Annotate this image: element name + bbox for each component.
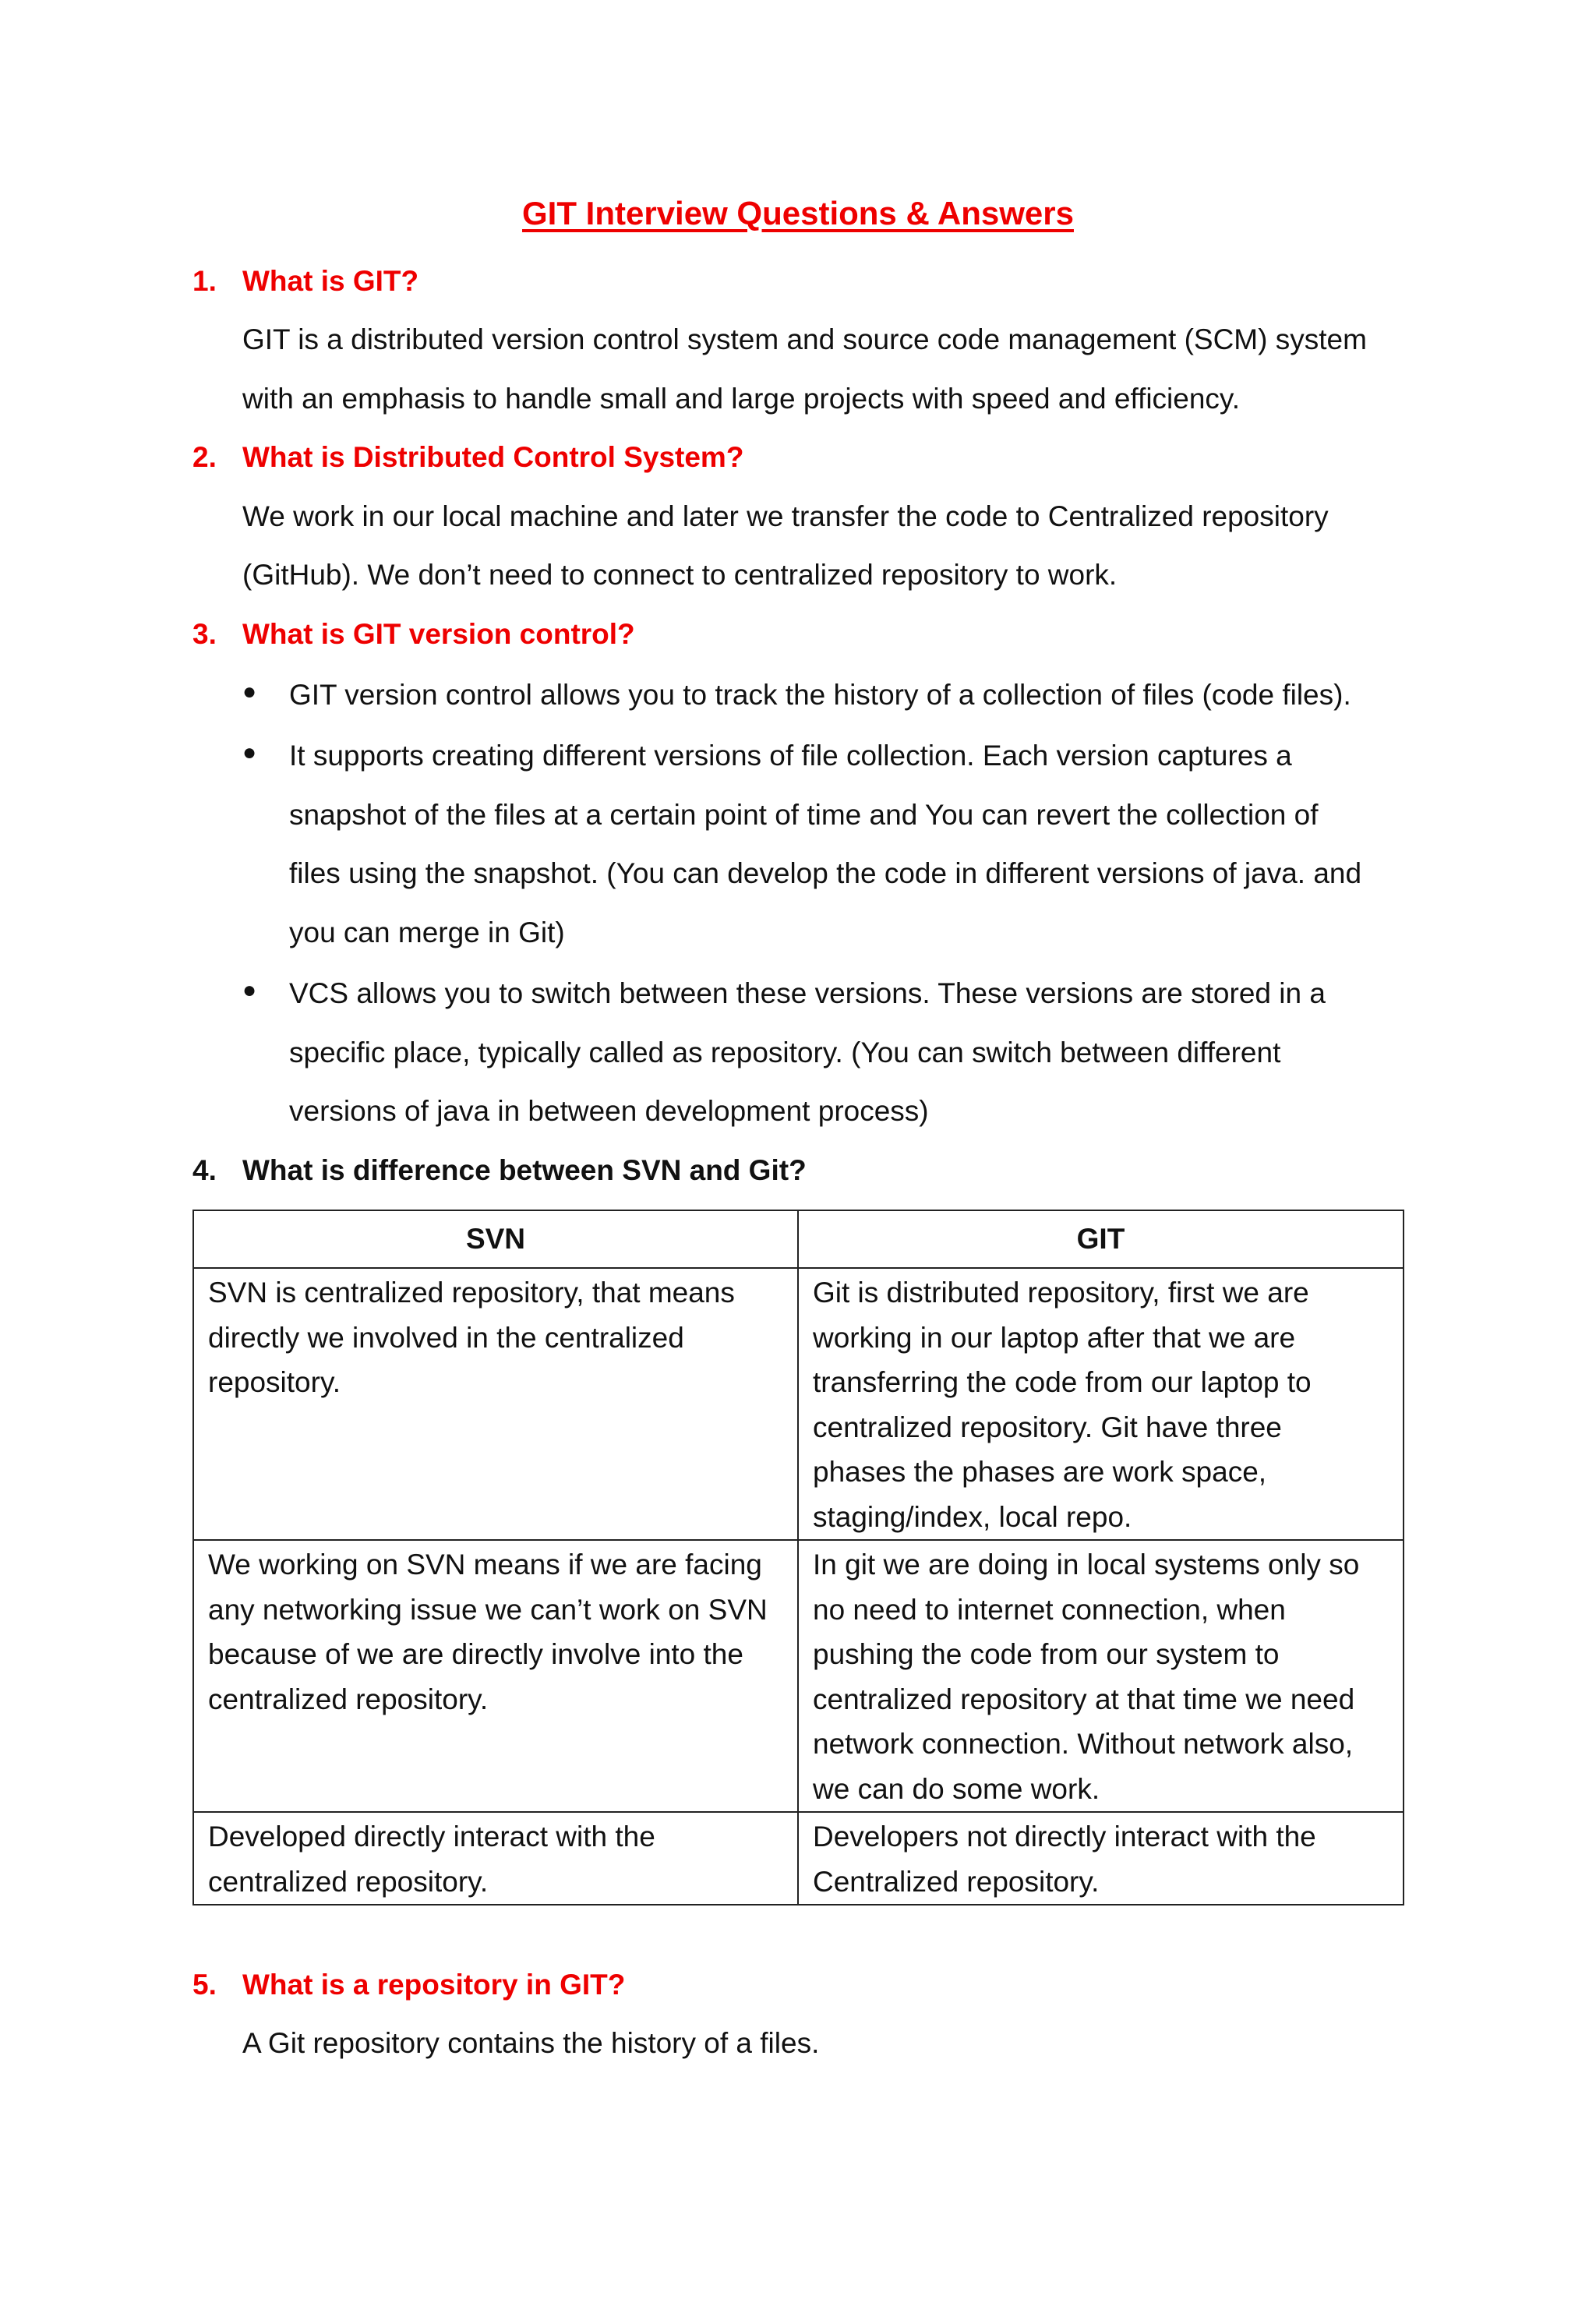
page-title: GIT Interview Questions & Answers: [522, 195, 1074, 231]
cell-line: any networking issue we can’t work on SVN: [208, 1593, 768, 1626]
table-cell-git: [798, 1812, 1404, 1905]
cell-line: centralized repository at that time we need: [813, 1683, 1355, 1715]
cell-line: we can do some work.: [813, 1772, 1100, 1805]
bullet-line: versions of java in between development process): [289, 1095, 929, 1127]
answer-line: with an emphasis to handle small and large projects with speed and efficiency.: [242, 383, 1240, 415]
cell-line: We working on SVN means if we are facing: [208, 1549, 762, 1581]
bullet-line: files using the snapshot. (You can develop the code in different versions of java. and: [289, 857, 1362, 889]
comparison-table: [192, 1210, 1404, 1905]
bullet-line: It supports creating different versions of file collection. Each version captures a: [289, 740, 1292, 772]
bullet-line: GIT version control allows you to track the history of a collection of files (code files).: [289, 679, 1351, 711]
question-number: 1.: [192, 265, 217, 297]
question-number: 2.: [192, 441, 217, 473]
question-text: What is GIT version control?: [242, 618, 635, 650]
cell-line: network connection. Without network also,: [813, 1728, 1354, 1760]
bullet-icon: ●: [242, 679, 257, 705]
table-row: [193, 1812, 1404, 1905]
table-cell-git: [798, 1268, 1404, 1540]
question-text: What is difference between SVN and Git?: [242, 1154, 807, 1186]
cell-line: centralized repository. Git have three: [813, 1411, 1282, 1443]
bullet-line: you can merge in Git): [289, 917, 565, 948]
table-cell-svn: [193, 1268, 798, 1540]
cell-line: working in our laptop after that we are: [813, 1321, 1296, 1354]
answer-line: GIT is a distributed version control system and source code management (SCM) system: [242, 323, 1367, 355]
cell-line: SVN is centralized repository, that means: [208, 1277, 735, 1309]
question-text: What is GIT?: [242, 265, 419, 297]
bullet-line: specific place, typically called as repository. (You can switch between different: [289, 1037, 1281, 1068]
cell-line: transferring the code from our laptop to: [813, 1366, 1312, 1398]
cell-line: Developers not directly interact with the: [813, 1821, 1316, 1852]
bullet-icon: ●: [242, 740, 257, 765]
question-number: 3.: [192, 618, 217, 650]
bullet-icon: ●: [242, 977, 257, 1003]
column-header-svn: SVN: [193, 1210, 798, 1268]
cell-line: centralized repository.: [208, 1865, 489, 1898]
question-text: What is Distributed Control System?: [242, 441, 744, 473]
table-row: [193, 1268, 1404, 1540]
answer-line: We work in our local machine and later we transfer the code to Centralized repository: [242, 500, 1329, 532]
bullet-line: VCS allows you to switch between these versions. These versions are stored in a: [289, 977, 1326, 1009]
answer-line: (GitHub). We don’t need to connect to centralized repository to work.: [242, 559, 1118, 591]
cell-line: pushing the code from our system to: [813, 1638, 1280, 1670]
cell-line: no need to internet connection, when: [813, 1593, 1286, 1626]
cell-line: centralized repository.: [208, 1683, 489, 1715]
table-cell-svn: [193, 1540, 798, 1812]
table-cell-git: [798, 1540, 1404, 1812]
cell-line: because of we are directly involve into the: [208, 1638, 743, 1670]
cell-line: staging/index, local repo.: [813, 1500, 1132, 1533]
cell-line: Developed directly interact with the: [208, 1821, 655, 1852]
table-row: [193, 1540, 1404, 1812]
answer-line: A Git repository contains the history of a files.: [242, 2027, 820, 2059]
cell-line: In git we are doing in local systems only so: [813, 1549, 1360, 1581]
cell-line: Centralized repository.: [813, 1865, 1100, 1898]
bullet-line: snapshot of the files at a certain point of time and You can revert the collection of: [289, 799, 1319, 831]
cell-line: directly we involved in the centralized: [208, 1321, 684, 1354]
cell-line: Git is distributed repository, first we are: [813, 1277, 1309, 1309]
question-text: What is a repository in GIT?: [242, 1969, 626, 2001]
question-number: 4.: [192, 1154, 217, 1186]
table-cell-svn: [193, 1812, 798, 1905]
table-header-row: [193, 1210, 1404, 1268]
question-number: 5.: [192, 1969, 217, 2001]
column-header-git: GIT: [798, 1210, 1404, 1268]
cell-line: repository.: [208, 1366, 341, 1398]
cell-line: phases the phases are work space,: [813, 1456, 1267, 1488]
